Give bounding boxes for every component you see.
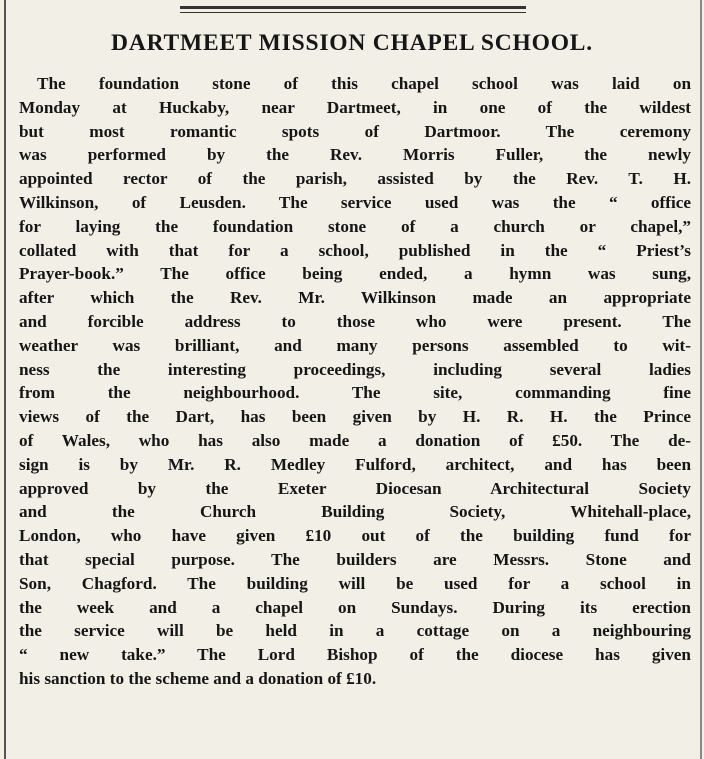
article-line: Wilkinson, of Leusden. The service used was the “ office [19,192,691,212]
article-line: sign is by Mr. R. Medley Fulford, architect, and has been [19,454,691,474]
article-line: his sanction to the scheme and a donation of £10. [19,668,377,688]
article-line: Prayer-book.” The office being ended, a hymn was sung, [19,264,691,284]
article-line: London, who have given £10 out of the building fund for [19,526,691,546]
article-line: for laying the foundation stone of a church or chapel,” [19,216,691,236]
article-line: approved by the Exeter Diocesan Architectural Society [19,478,691,498]
article-line: after which the Rev. Mr. Wilkinson made an appropriate [19,288,691,308]
article-line: from the neighbourhood. The site, commanding fine [19,383,691,403]
article-line: views of the Dart, has been given by H. R. H. the Prince [19,407,691,427]
top-rule [180,6,526,9]
article-body [19,72,691,691]
article-line: appointed rector of the parish, assisted by the Rev. T. H. [19,169,691,189]
article-line: “ new take.” The Lord Bishop of the diocese has given [19,645,691,665]
article-line: the week and a chapel on Sundays. During its erection [19,597,691,617]
column-border-left [4,0,6,759]
article-line: Son, Chagford. The building will be used for a school in [19,573,691,593]
article-line: that special purpose. The builders are Messrs. Stone and [19,549,691,569]
article-line: ness the interesting proceedings, including several ladies [19,359,691,379]
article-line: the service will be held in a cottage on a neighbouring [19,621,691,641]
article-line: The foundation stone of this chapel school was laid on [37,74,691,93]
article-headline: DARTMEET MISSION CHAPEL SCHOOL. [111,30,593,56]
article-line: of Wales, who has also made a donation of £50. The de- [19,430,691,450]
article-line: was performed by the Rev. Morris Fuller, the newly [19,145,691,165]
article-line: and the Church Building Society, Whitehall-place, [19,502,691,522]
column-border-right [700,0,702,759]
article-line: collated with that for a school, published in the “ Priest’s [19,240,691,260]
article-line: weather was brilliant, and many persons assembled to wit- [19,335,691,355]
article-line: but most romantic spots of Dartmoor. The ceremony [19,121,691,141]
article-line: and forcible address to those who were present. The [19,311,691,331]
top-rule-thin [180,12,526,13]
article-line: Monday at Huckaby, near Dartmeet, in one of the wildest [19,97,691,117]
